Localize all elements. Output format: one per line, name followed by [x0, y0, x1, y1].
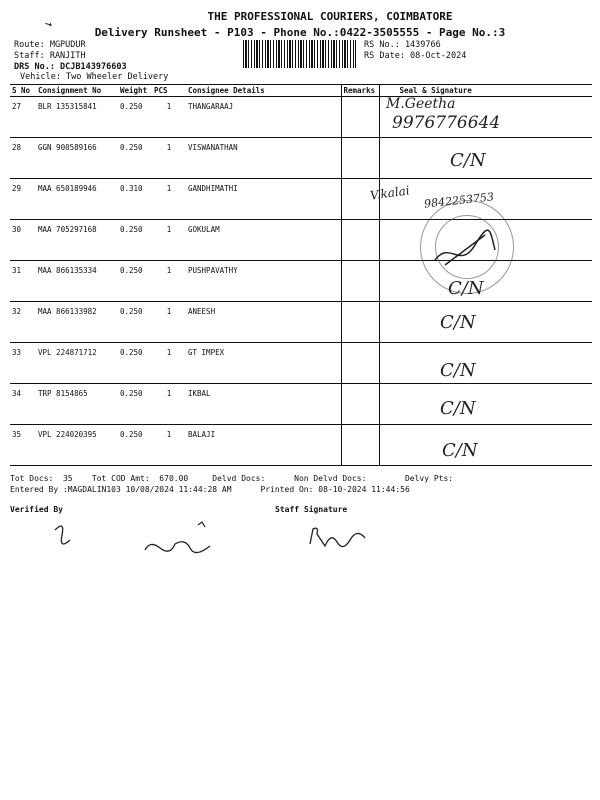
vehicle-label: Vehicle: Two Wheeler Delivery [20, 72, 169, 82]
staff-signature-label: Staff Signature [275, 505, 348, 514]
rs-number: RS No.: 1439766 [364, 40, 441, 50]
cell-pcs: 1 [152, 261, 186, 302]
cell-sno: 32 [10, 302, 36, 343]
cell-sno: 31 [10, 261, 36, 302]
cell-pcs: 1 [152, 138, 186, 179]
cell-consignee: THANGARAAJ [186, 97, 341, 138]
cell-seal [379, 384, 592, 425]
handwritten-cn-row35: C/N [442, 440, 478, 461]
table-header-row [10, 85, 592, 97]
handwritten-phone-row27: 9976776644 [392, 113, 501, 133]
col-header-seal: Seal & Signature [379, 85, 592, 97]
verifier-signature [50, 520, 230, 560]
cell-sno: 28 [10, 138, 36, 179]
cell-consignment: TRP 8154865 [36, 384, 118, 425]
drs-label: DRS No.: DCJB143976603 [14, 62, 127, 72]
handwritten-cn-row34: C/N [440, 398, 476, 419]
table-row [10, 425, 592, 466]
cell-consignment: BLR 135315841 [36, 97, 118, 138]
cell-weight: 0.250 [118, 261, 152, 302]
cell-pcs: 1 [152, 220, 186, 261]
cell-consignee: BALAJI [186, 425, 341, 466]
cell-seal [379, 302, 592, 343]
table-row [10, 384, 592, 425]
cell-pcs: 1 [152, 343, 186, 384]
staff-signature [305, 524, 375, 554]
cell-weight: 0.250 [118, 384, 152, 425]
cell-weight: 0.250 [118, 425, 152, 466]
cell-consignee: IKBAL [186, 384, 341, 425]
cell-consignee: GOKULAM [186, 220, 341, 261]
cell-pcs: 1 [152, 384, 186, 425]
cell-remarks [341, 384, 379, 425]
cell-remarks [341, 138, 379, 179]
table-row [10, 97, 592, 138]
totals-line: Tot Docs: 35 Tot COD Amt: 670.00 Delvd Docs: Non Delvd Docs: Delvy Pts: [10, 474, 454, 483]
cell-remarks [341, 261, 379, 302]
cell-sno: 30 [10, 220, 36, 261]
cell-remarks [341, 343, 379, 384]
route-label: Route: MGPUDUR [14, 40, 86, 50]
cell-weight: 0.310 [118, 179, 152, 220]
rs-date: RS Date: 08-Oct-2024 [364, 51, 467, 61]
cell-weight: 0.250 [118, 138, 152, 179]
table-row [10, 138, 592, 179]
runsheet-subtitle: Delivery Runsheet - P103 - Phone No.:0422-3505555 - Page No.:3 [94, 26, 506, 39]
cell-weight: 0.250 [118, 97, 152, 138]
cell-consignee: VISWANATHAN [186, 138, 341, 179]
handwritten-cn-row33: C/N [440, 360, 476, 381]
cell-consignment: MAA 866133982 [36, 302, 118, 343]
cell-sno: 35 [10, 425, 36, 466]
cell-sno: 29 [10, 179, 36, 220]
col-header-consignee: Consignee Details [186, 85, 341, 97]
cell-consignee: GANDHIMATHI [186, 179, 341, 220]
cell-pcs: 1 [152, 179, 186, 220]
cell-consignment: MAA 650189946 [36, 179, 118, 220]
cell-seal [379, 425, 592, 466]
entered-by-line: Entered By :MAGDALIN103 10/08/2024 11:44:28 AM Printed On: 08-10-2024 11:44:56 [10, 485, 410, 494]
cell-sno: 33 [10, 343, 36, 384]
cell-consignment: VPL 224020395 [36, 425, 118, 466]
cell-pcs: 1 [152, 97, 186, 138]
cell-sno: 34 [10, 384, 36, 425]
cell-remarks [341, 425, 379, 466]
company-title: THE PROFESSIONAL COURIERS, COIMBATORE [207, 10, 453, 23]
handwritten-name-row29: V.kalai [369, 183, 411, 203]
col-header-weight: Weight [118, 85, 152, 97]
cell-consignee: PUSHPAVATHY [186, 261, 341, 302]
verified-by-label: Verified By [10, 505, 63, 514]
cell-sno: 27 [10, 97, 36, 138]
cell-weight: 0.250 [118, 302, 152, 343]
barcode [243, 40, 356, 68]
cell-consignment: MAA 866135334 [36, 261, 118, 302]
handwritten-cn-row28: C/N [450, 150, 486, 171]
handwritten-name-row27: M.Geetha [386, 96, 456, 112]
cell-consignment: MAA 705297168 [36, 220, 118, 261]
cell-seal [379, 343, 592, 384]
table-row [10, 343, 592, 384]
cell-remarks [341, 97, 379, 138]
handwritten-cn-row32: C/N [440, 312, 476, 333]
handwritten-phone-row29: 9842253753 [423, 190, 495, 211]
cell-weight: 0.250 [118, 343, 152, 384]
col-header-sno: S No [10, 85, 36, 97]
table-row [10, 179, 592, 220]
pen-mark: ↘ [40, 15, 55, 31]
table-row [10, 302, 592, 343]
col-header-consignment: Consignment No [36, 85, 118, 97]
cell-consignee: GT IMPEX [186, 343, 341, 384]
col-header-remarks: Remarks [341, 85, 379, 97]
cell-remarks [341, 220, 379, 261]
cell-consignment: GGN 900589166 [36, 138, 118, 179]
signature-scribble [430, 220, 500, 280]
cell-remarks [341, 302, 379, 343]
cell-consignee: ANEESH [186, 302, 341, 343]
col-header-pcs: PCS [152, 85, 186, 97]
staff-label: Staff: RANJITH [14, 51, 86, 61]
cell-consignment: VPL 224871712 [36, 343, 118, 384]
cell-pcs: 1 [152, 302, 186, 343]
cell-weight: 0.250 [118, 220, 152, 261]
handwritten-cn-row31: C/N [448, 278, 484, 299]
cell-pcs: 1 [152, 425, 186, 466]
